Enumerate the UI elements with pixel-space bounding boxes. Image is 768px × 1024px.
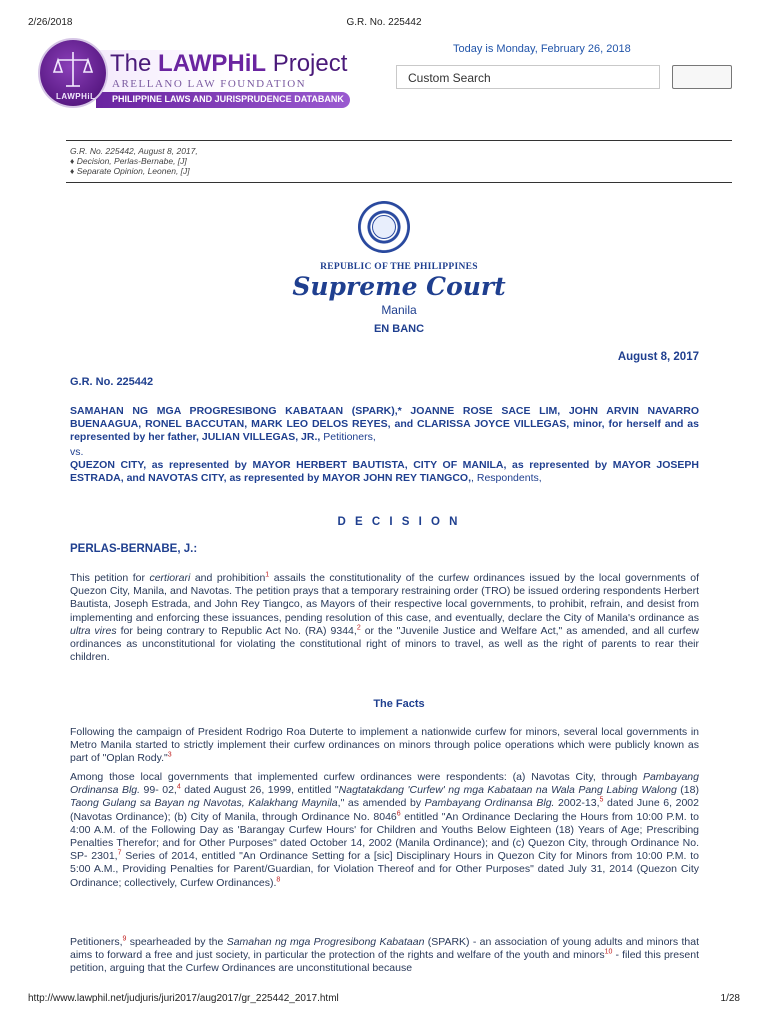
text: or the "Juvenile Justice and Welfare Act," as amended, and all curfew ordinances as unconstitutional for violating the constitutional right of minors to travel, as well as the right of parents to rear their children.	[70, 624, 699, 664]
text: certiorari	[149, 572, 191, 584]
text: spearheaded by the	[126, 936, 227, 948]
text: 2002-13,	[554, 797, 600, 810]
brand-suffix: Project	[266, 50, 348, 77]
text: ultra vires	[70, 624, 117, 637]
paragraph-2	[70, 726, 699, 766]
search-placeholder: Custom Search	[408, 71, 491, 85]
paragraph-1	[70, 572, 699, 664]
facts-heading: The Facts	[373, 698, 425, 710]
meta-line[interactable]: G.R. No. 225442, August 8, 2017,	[70, 146, 198, 156]
text: and prohibition	[190, 572, 266, 584]
print-title: G.R. No. 225442	[346, 17, 422, 28]
page-number: 1/28	[720, 993, 740, 1004]
footnote-link[interactable]: 9	[122, 935, 127, 943]
court-city: Manila	[381, 303, 417, 317]
text: (SPARK) - an association of young adults and minors that aims to forward a free and just society, in particular the protection of the rights and welfare of the youth and minors	[70, 936, 699, 962]
respondents-label: , Respondents,	[471, 472, 542, 485]
footnote-link[interactable]: 6	[396, 810, 401, 818]
petitioners-names: SAMAHAN NG MGA PROGRESIBONG KABATAAN (SPARK),* JOANNE ROSE SACE LIM, JOHN ARVIN NAVARRO BUENAAGUA, RONEL BACCUTAN, MARK LEO DELOS REYES, and CLARISSA JOYCE VILLEGAS, minor, for herself and as represented by her father, JULIAN VILLEGAS, JR.,	[70, 405, 699, 444]
text: Among those local governments that implemented curfew ordinances were respondents: (a) Navotas City, through	[70, 771, 643, 783]
footnote-link[interactable]: 3	[167, 751, 172, 759]
site-tagline: PHILIPPINE LAWS AND JURISPRUDENCE DATABANK	[112, 94, 344, 104]
petitioners-label: Petitioners,	[320, 431, 376, 444]
ponente: PERLAS-BERNABE, J.:	[70, 543, 198, 555]
seal-text: LAWPHiL	[56, 92, 96, 101]
text: Series of 2014, entitled "An Ordinance Setting for a [sic] Disciplinary Hours in Quezon City for Minors from 10:00 P.M. to 5:00 A.M., Providing Penalties for Parent/Guardian, for Violation Thereof and for Other Purposes" dated July 31, 2014 (Quezon City Ordinance; collectively, Curfew Ordinances).	[70, 850, 699, 889]
republic-heading: REPUBLIC OF THE PHILIPPINES	[320, 262, 478, 272]
text: Pambayang Ordinansa Blg.	[424, 797, 555, 810]
court-name: Supreme Court	[292, 272, 506, 301]
text: Taong Gulang sa Bayan ng Navotas, Kalakhang Maynila	[70, 797, 338, 810]
text: dated June 6, 2002 (Navotas Ordinance); (b) City of Manila, through Ordinance No. 8046	[70, 797, 699, 823]
meta-link-decision[interactable]: ♦ Decision, Perlas-Bernabe, [J]	[70, 156, 187, 166]
paragraph-3	[70, 771, 699, 890]
footnote-link[interactable]: 2	[356, 624, 361, 632]
brand-prefix: The	[110, 50, 159, 77]
respondents-block	[70, 459, 699, 485]
text: assails the constitutionality of the curfew ordinances issued by the local governments of Quezon City, Manila, and Navotas. The petition prays that a temporary restraining order (TRO) be issued ordering respondents Herbert Bautista, Joseph Estrada, and John Rey Tiangco, as Mayors of their respective local governments, to prohibit, refrain, and desist from implementing and enforcing these issuances, pending resolution of this case, and eventually, declare the City of Manila's ordinance as	[70, 572, 699, 624]
text: This petition for	[70, 572, 150, 584]
footnote-link[interactable]: 8	[276, 876, 281, 884]
court-division: EN BANC	[373, 323, 425, 335]
footnote-link[interactable]: 10	[604, 948, 613, 956]
text: ," as amended by	[337, 797, 425, 810]
brand-name: LAWPHiL	[158, 50, 267, 77]
text: Pambayang Ordinansa Blg.	[70, 771, 699, 797]
text: dated August 26, 1999, entitled "	[180, 784, 339, 797]
text: Nagtatakdang 'Curfew' ng mga Kabataan na Wala Pang Labing Walong	[338, 784, 677, 797]
footnote-link[interactable]: 5	[599, 796, 604, 804]
text: for being contrary to Republic Act No. (RA) 9344,	[116, 624, 357, 637]
text: - filed this present petition, arguing that the Curfew Ordinances are unconstitutional because	[70, 949, 699, 975]
footnote-link[interactable]: 1	[265, 571, 270, 579]
today-date: Today is Monday, February 26, 2018	[453, 43, 631, 55]
respondents-names: QUEZON CITY, as represented by MAYOR HERBERT BAUTISTA, CITY OF MANILA, as represented by MAYOR JOSEPH ESTRADA, and NAVOTAS CITY, as represented by MAYOR JOHN REY TIANGCO,	[70, 459, 699, 485]
seal-center	[372, 215, 396, 239]
divider	[66, 182, 732, 183]
divider	[66, 140, 732, 141]
paragraph-4	[70, 936, 699, 976]
case-number: G.R. No. 225442	[70, 376, 154, 388]
print-date: 2/26/2018	[28, 17, 73, 28]
text: entitled "An Ordinance Declaring the Hours from 10:00 P.M. to 4:00 A.M. of the Following Day as 'Barangay Curfew Hours' for Children and Youths Below Eighteen (18) Years of Age; Prescribing Penalties Therefor; and for Other Purposes" dated October 14, 2002 (Manila Ordinance); and (c) Quezon City, through Ordinance No. SP- 2301,	[70, 810, 699, 863]
footnote-link[interactable]: 4	[176, 783, 181, 791]
versus: vs.	[70, 446, 84, 458]
page-url: http://www.lawphil.net/judjuris/juri2017/aug2017/gr_225442_2017.html	[28, 993, 339, 1004]
meta-link-opinion[interactable]: ♦ Separate Opinion, Leonen, [J]	[70, 166, 190, 176]
footnote-link[interactable]: 7	[117, 849, 122, 857]
text: Samahan ng mga Progresibong Kabataan	[226, 936, 425, 948]
text: Following the campaign of President Rodrigo Roa Duterte to implement a nationwide curfew for minors, several local governments in Metro Manila started to strictly implement their curfew ordinances on minors through police operations which were publicly known as part of "Oplan Rody."	[70, 726, 699, 765]
decision-date: August 8, 2017	[617, 351, 699, 363]
search-button[interactable]	[672, 65, 732, 89]
foundation-name: ARELLANO LAW FOUNDATION	[112, 78, 307, 90]
text: 99- 02,	[140, 784, 177, 797]
text: Petitioners,	[70, 936, 123, 948]
decision-heading: D E C I S I O N	[337, 516, 461, 528]
site-logo-title[interactable]	[110, 50, 347, 78]
text: (18)	[676, 784, 699, 797]
petitioners-block	[70, 405, 699, 445]
